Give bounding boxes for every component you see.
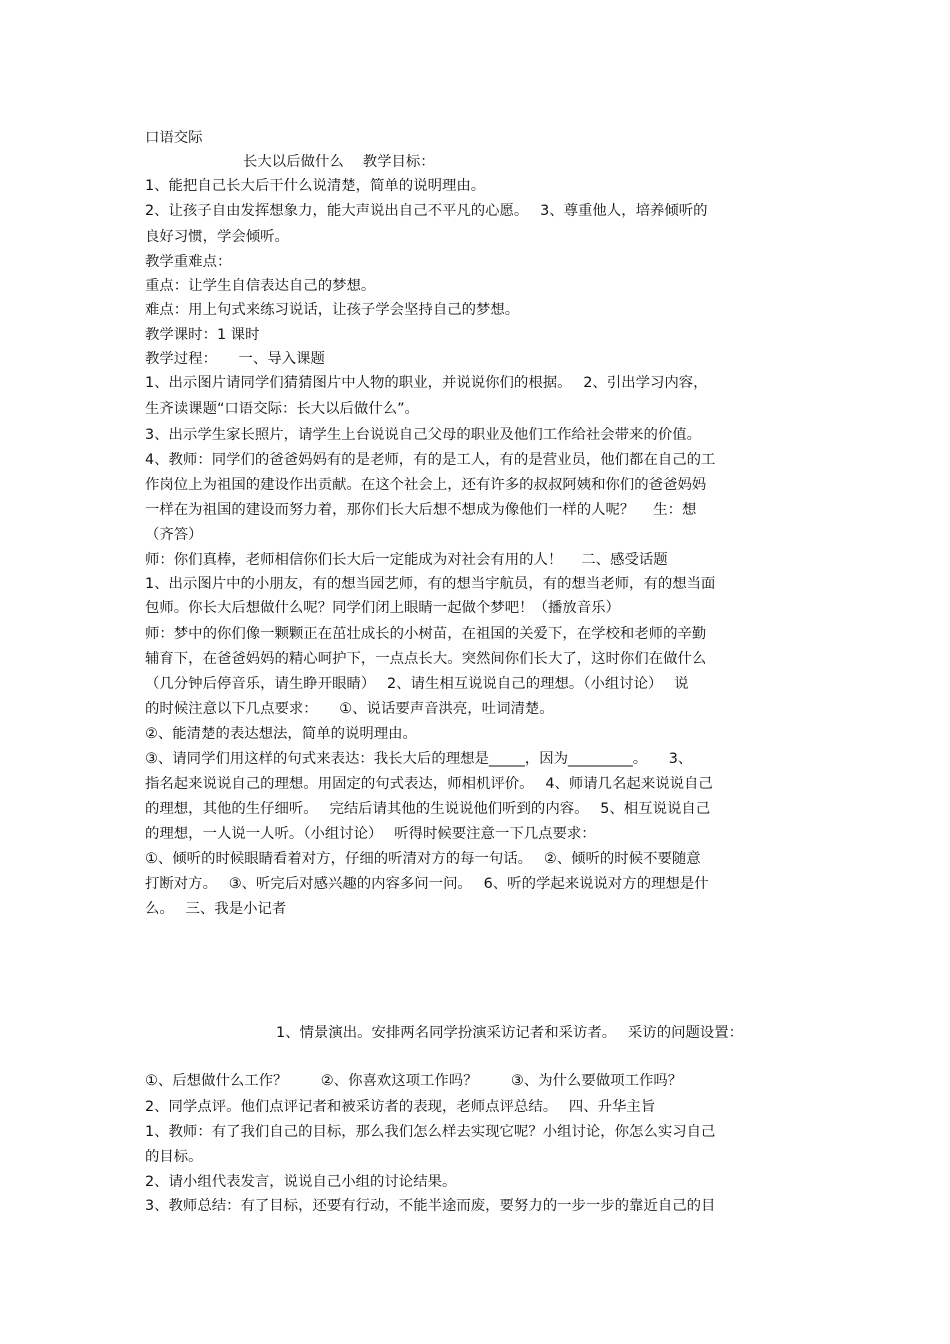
text-line: 2、同学点评。他们点评记者和被采访者的表现，老师点评总结。 四、升华主旨 — [145, 1099, 656, 1115]
text-line: 的目标。 — [145, 1149, 203, 1165]
text-line: （齐答） — [145, 527, 203, 543]
text-line: 包师。你长大后想做什么呢？同学们闭上眼睛一起做个梦吧！（播放音乐） — [145, 600, 620, 616]
text-line: 1、情景演出。安排两名同学扮演采访记者和采访者。 采访的问题设置： — [276, 1025, 744, 1041]
text-line: 生齐读课题“口语交际：长大以后做什么”。 — [145, 401, 419, 417]
text-line: 1、能把自己长大后干什么说清楚，简单的说明理由。 — [145, 178, 486, 194]
text-line: 3、出示学生家长照片，请学生上台说说自己父母的职业及他们工作给社会带来的价值。 — [145, 427, 702, 443]
heading-line: 教学重难点： — [145, 254, 232, 270]
text-line: 的时候注意以下几点要求： ①、说话要声音洪亮，吐词清楚。 — [145, 701, 554, 717]
text-line: 作岗位上为祖国的建设作出贡献。在这个社会上，还有许多的叔叔阿姨和你们的爸爸妈妈 — [145, 477, 707, 493]
text-line: ③、请同学们用这样的句式来表达：我长大后的理想是_____，因为_________。 3、 — [145, 751, 693, 767]
text-line: 师：梦中的你们像一颗颗正在茁壮成长的小树苗，在祖国的关爱下，在学校和老师的辛勤 — [145, 626, 707, 642]
text-line: ①、后想做什么工作？ ②、你喜欢这项工作吗？ ③、为什么要做项工作吗？ — [145, 1073, 683, 1089]
lesson-title: 长大以后做什么 教学目标： — [243, 154, 435, 170]
text-line: ①、倾听的时候眼睛看着对方，仔细的听清对方的每一句话。 ②、倾听的时候不要随意 — [145, 851, 701, 867]
text-line: 重点：让学生自信表达自己的梦想。 — [145, 278, 376, 294]
text-line: 的理想，其他的生仔细听。 完结后请其他的生说说他们听到的内容。 5、相互说说自己 — [145, 801, 711, 817]
text-line: 2、请小组代表发言，说说自己小组的讨论结果。 — [145, 1174, 457, 1190]
text-line: 教学课时：1 课时 — [145, 327, 260, 343]
text-line: 的理想，一人说一人听。（小组讨论） 听得时候要注意一下几点要求： — [145, 826, 596, 842]
text-line: 2、让孩子自由发挥想象力，能大声说出自己不平凡的心愿。 3、尊重他人，培养倾听的 — [145, 203, 708, 219]
text-line: 良好习惯，学会倾听。 — [145, 229, 289, 245]
text-line: ②、能清楚的表达想法，简单的说明理由。 — [145, 726, 417, 742]
text-line: 1、教师：有了我们自己的目标，那么我们怎么样去实现它呢？小组讨论，你怎么实习自己 — [145, 1124, 716, 1140]
text-line: 师：你们真棒，老师相信你们长大后一定能成为对社会有用的人！ 二、感受话题 — [145, 552, 668, 568]
heading-line: 教学过程： 一、导入课题 — [145, 351, 325, 367]
text-line: 打断对方。 ③、听完后对感兴趣的内容多问一问。 6、听的学起来说说对方的理想是什 — [145, 876, 709, 892]
text-line: 难点：用上句式来练习说话，让孩子学会坚持自己的梦想。 — [145, 302, 520, 318]
text-line: 辅育下，在爸爸妈妈的精心呵护下，一点点长大。突然间你们长大了，这时你们在做什么 — [145, 651, 707, 667]
text-line: 4、教师：同学们的爸爸妈妈有的是老师，有的是工人，有的是营业员，他们都在自己的工 — [145, 452, 716, 468]
text-line: 1、出示图片中的小朋友，有的想当园艺师，有的想当宇航员，有的想当老师，有的想当面 — [145, 576, 716, 592]
text-line: 一样在为祖国的建设而努力着，那你们长大后想不想成为像他们一样的人呢？ 生：想 — [145, 502, 697, 518]
text-line: 指名起来说说自己的理想。用固定的句式表达，师相机评价。 4、师请几名起来说说自己 — [145, 776, 713, 792]
text-line: 么。 三、我是小记者 — [145, 901, 287, 917]
section-title: 口语交际 — [145, 130, 203, 146]
text-line: 3、教师总结：有了目标，还要有行动，不能半途而废，要努力的一步一步的靠近自己的目 — [145, 1198, 716, 1214]
text-line: （几分钟后停音乐，请生睁开眼睛） 2、请生相互说说自己的理想。（小组讨论） 说 — [145, 676, 689, 692]
text-line: 1、出示图片请同学们猜猜图片中人物的职业，并说说你们的根据。 2、引出学习内容， — [145, 375, 708, 391]
